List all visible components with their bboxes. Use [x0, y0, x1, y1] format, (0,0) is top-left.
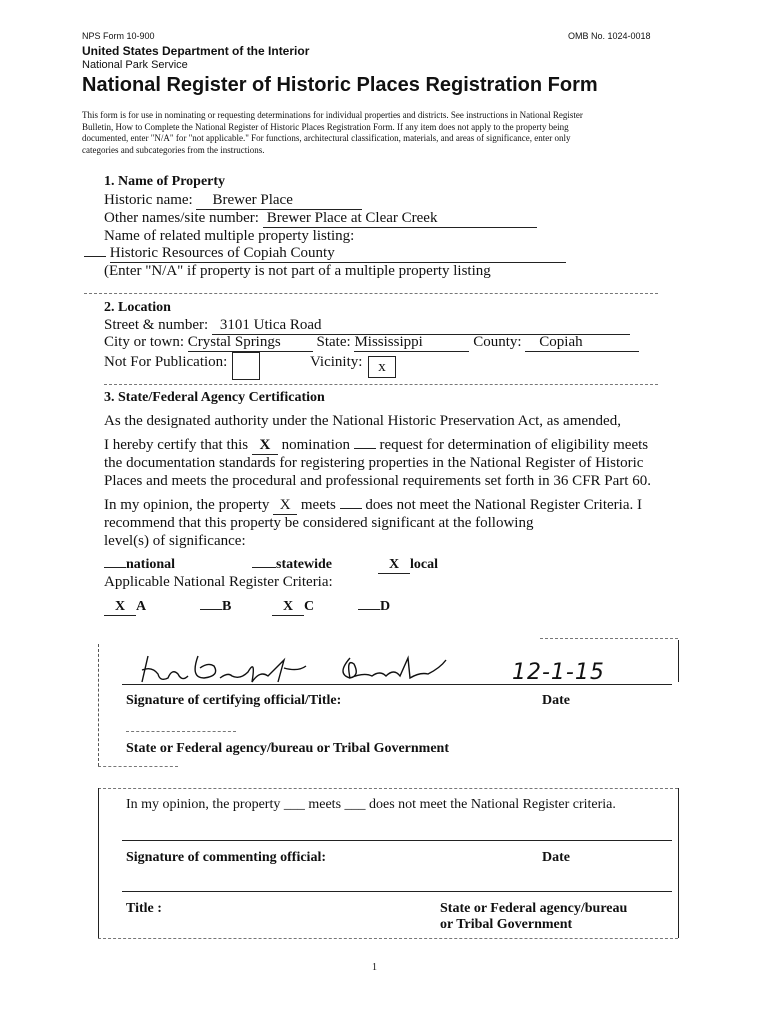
instructions-line: This form is for use in nominating or requesting determinations for individual properties and districts. See instructions in National Register — [82, 110, 583, 120]
county-field[interactable]: Copiah — [525, 334, 639, 352]
certify-line — [104, 437, 648, 455]
criterion-label: C — [304, 599, 315, 614]
criterion-mark[interactable]: X — [104, 599, 136, 616]
instructions-line: Bulletin, How to Complete the National Register of Historic Places Registration Form. If any item does not apply to the property being — [82, 121, 569, 132]
vicinity-label: Vicinity: — [310, 354, 363, 370]
instructions-line: documented, enter "N/A" for "not applicable." For functions, architectural classification, materials, and areas of significance, enter only — [82, 133, 571, 143]
comment-box-left — [98, 788, 99, 938]
street-row — [104, 317, 630, 335]
level-mark[interactable] — [104, 567, 126, 568]
agency-line — [126, 731, 236, 732]
comment-opinion: In my opinion, the property ___ meets ___ does not meet the National Register criteria. — [126, 797, 616, 812]
criterion-label: D — [380, 599, 391, 614]
level-mark[interactable] — [252, 567, 276, 568]
opinion-line — [104, 497, 642, 515]
historic-name-label: Historic name: — [104, 192, 193, 208]
criterion-mark[interactable]: X — [272, 599, 304, 616]
level-statewide[interactable] — [252, 557, 332, 573]
commenting-signature-label: Signature of commenting official: — [126, 850, 326, 865]
commenting-date-label: Date — [542, 850, 570, 865]
request-label: request for determination of eligibility meets — [379, 437, 649, 453]
divider — [84, 293, 658, 294]
criterion-label: A — [136, 599, 147, 614]
other-names-label: Other names/site number: — [104, 210, 259, 226]
certify-line-2: the documentation standards for registering properties in the National Register of Historic — [104, 455, 644, 471]
meets-mark[interactable]: X — [273, 497, 297, 515]
city-label: City or town: — [104, 334, 185, 350]
signature-scribble — [128, 648, 458, 686]
comment-box-top — [98, 788, 678, 789]
request-mark[interactable] — [354, 448, 376, 449]
box-left-edge — [98, 644, 99, 766]
historic-name-row — [104, 192, 362, 210]
other-names-field[interactable]: Brewer Place at Clear Creek — [263, 210, 537, 228]
criterion-mark[interactable] — [358, 609, 380, 610]
commenting-agency-label-2: or Tribal Government — [440, 917, 573, 932]
certify-text: I hereby certify that this — [104, 437, 249, 453]
form-number: NPS Form 10-900 — [82, 31, 155, 41]
opinion-line-3: level(s) of significance: — [104, 533, 246, 549]
criterion-mark[interactable] — [200, 609, 222, 610]
comment-box-right — [678, 788, 679, 938]
instructions-line: categories and subcategories from the instructions. — [82, 144, 265, 155]
related-listing-blank — [84, 256, 106, 257]
level-national[interactable] — [104, 557, 175, 573]
certifying-agency-label: State or Federal agency/bureau or Tribal Government — [126, 741, 450, 756]
opinion-text: In my opinion, the property — [104, 497, 270, 513]
level-local[interactable] — [378, 557, 438, 574]
section-2-heading: 2. Location — [104, 300, 171, 315]
agency-line-1: United States Department of the Interior — [82, 44, 310, 58]
not-meets-mark[interactable] — [340, 508, 362, 509]
not-for-publication-label: Not For Publication: — [104, 354, 228, 370]
historic-name-field[interactable]: Brewer Place — [196, 192, 362, 210]
level-mark[interactable]: X — [378, 557, 410, 574]
state-label: State: — [316, 334, 351, 350]
meets-label: meets — [300, 497, 336, 513]
signature-handwriting[interactable] — [128, 648, 458, 686]
criteria-label: Applicable National Register Criteria: — [104, 574, 333, 590]
certifying-signature-label: Signature of certifying official/Title: — [126, 693, 342, 708]
page-number: 1 — [372, 962, 377, 973]
opinion-line-2: recommend that this property be considered significant at the following — [104, 515, 534, 531]
related-listing-row — [84, 245, 566, 263]
page-title: National Register of Historic Places Registration Form — [82, 74, 598, 96]
certify-line-3: Places and meets the procedural and professional requirements set forth in 36 CFR Part 60. — [104, 473, 651, 489]
level-label: national — [126, 557, 176, 572]
box-right-edge — [678, 640, 679, 682]
commenting-title-label: Title : — [126, 901, 162, 916]
agency-line-2: National Park Service — [82, 59, 188, 71]
box-top-edge — [540, 638, 678, 639]
nomination-label: nomination — [281, 437, 350, 453]
instructions — [82, 110, 583, 156]
level-label: local — [410, 557, 438, 572]
county-label: County: — [473, 334, 522, 350]
criterion-label: B — [222, 599, 232, 614]
other-names-row — [104, 210, 537, 228]
city-field[interactable]: Crystal Springs — [188, 334, 313, 352]
state-field[interactable]: Mississippi — [354, 334, 469, 352]
divider — [104, 384, 658, 385]
commenting-agency-label: State or Federal agency/bureau — [440, 901, 628, 916]
related-listing-label: Name of related multiple property listing: — [104, 228, 355, 244]
authority-text: As the designated authority under the National Historic Preservation Act, as amended, — [104, 413, 621, 429]
criterion-d[interactable] — [358, 599, 390, 615]
box-bottom-edge — [98, 766, 178, 767]
street-label: Street & number: — [104, 317, 209, 333]
comment-signature-line — [122, 840, 672, 841]
criterion-c[interactable] — [272, 599, 314, 616]
comment-box-bottom — [98, 938, 678, 939]
comment-title-line — [122, 891, 672, 892]
nomination-mark[interactable]: X — [252, 437, 278, 455]
level-label: statewide — [276, 557, 332, 572]
certifying-date-label: Date — [542, 693, 570, 708]
criterion-a[interactable] — [104, 599, 146, 616]
criterion-b[interactable] — [200, 599, 231, 615]
signature-date[interactable]: 12-1-15 — [512, 660, 605, 685]
street-field[interactable]: 3101 Utica Road — [212, 317, 630, 335]
related-listing-field[interactable]: Historic Resources of Copiah County — [110, 245, 566, 263]
omb-number: OMB No. 1024-0018 — [568, 31, 651, 41]
vicinity-checkbox[interactable]: x — [368, 356, 396, 378]
not-for-publication-checkbox[interactable] — [232, 352, 260, 380]
signature-line — [122, 684, 672, 685]
related-listing-note: (Enter "N/A" if property is not part of a multiple property listing — [104, 263, 491, 279]
not-meets-label: does not meet the National Register Criteria. I — [365, 497, 642, 513]
city-row — [104, 334, 639, 352]
section-1-heading: 1. Name of Property — [104, 174, 226, 189]
section-3-heading: 3. State/Federal Agency Certification — [104, 390, 325, 405]
